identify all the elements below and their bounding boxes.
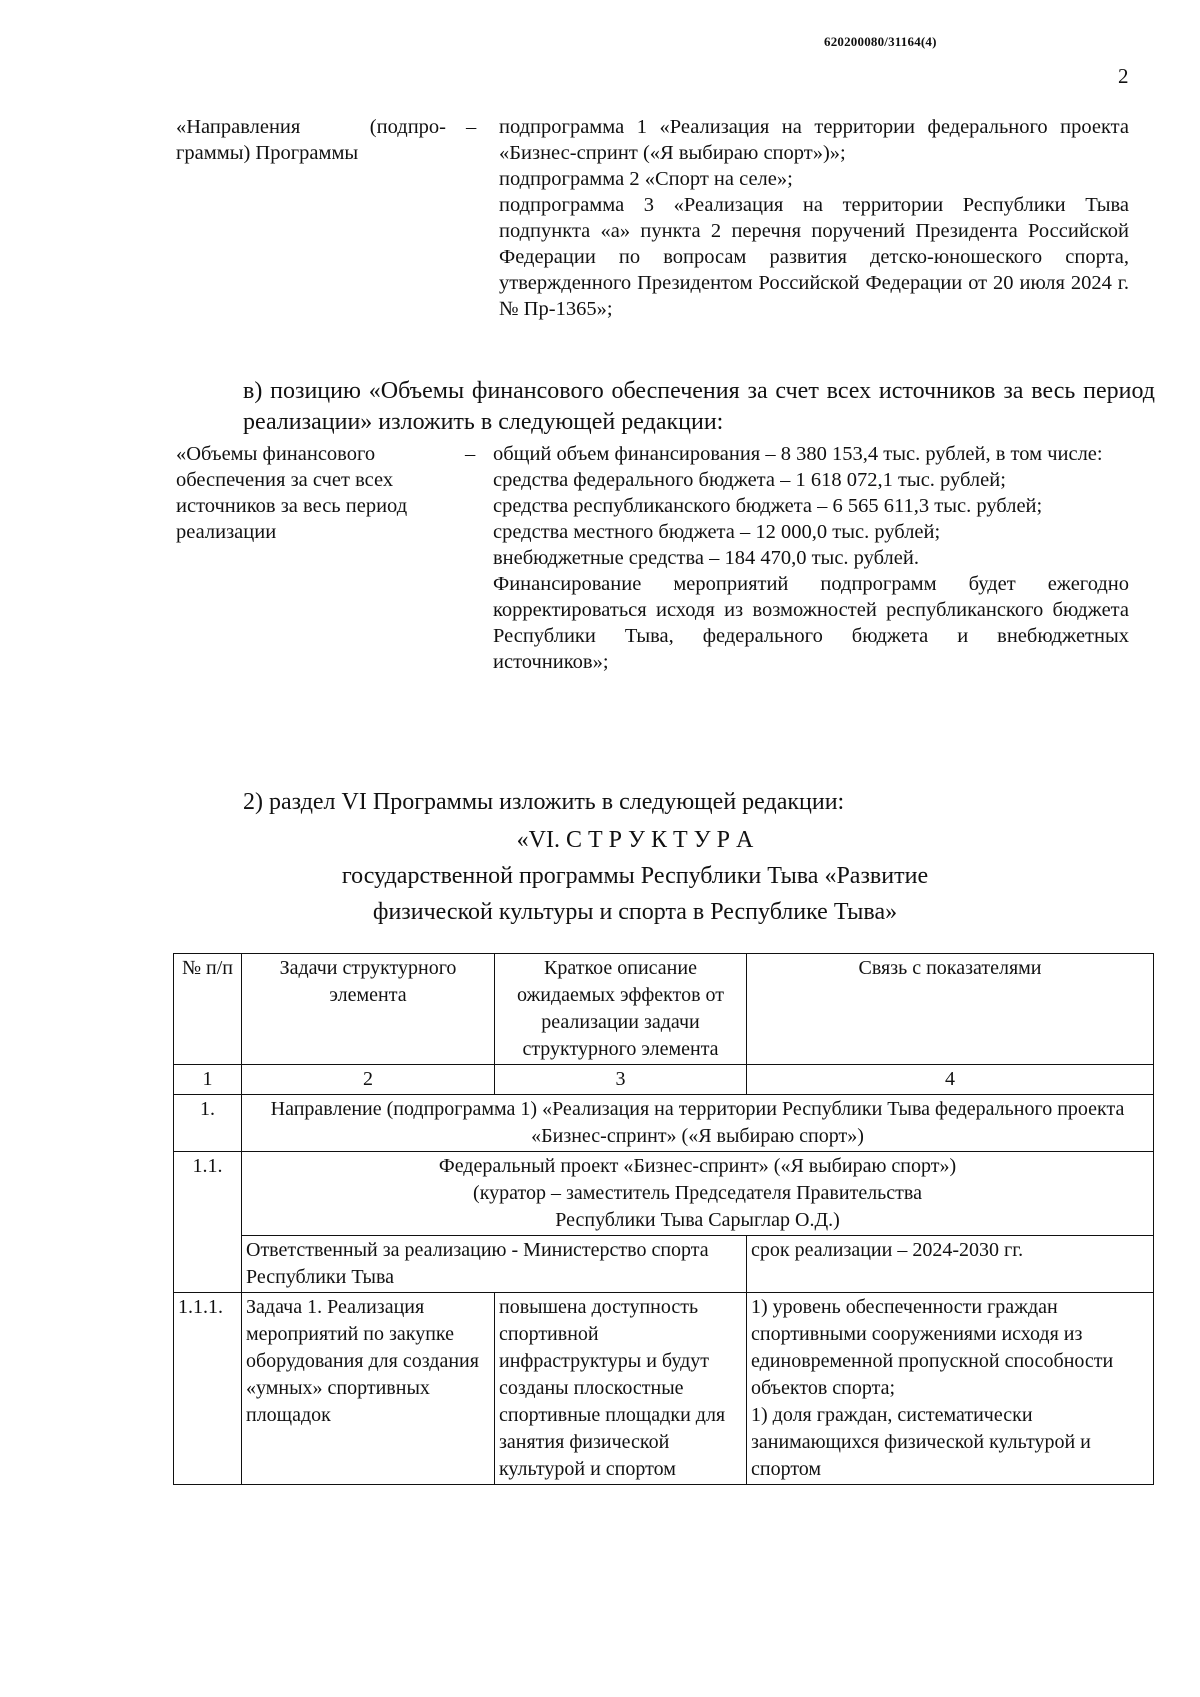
finance-item: средства местного бюджета – 12 000,0 тыс. рублей; <box>493 521 941 543</box>
finance-list <box>493 441 1129 675</box>
responsible-cell: Ответственный за реализацию - Министерство спорта Республики Тыва <box>242 1236 747 1293</box>
column-number: 2 <box>242 1065 495 1095</box>
paragraph-v-text: в) позицию «Объемы финансового обеспечения за счет всех источников за весь период реализации» изложить в следующей редакции: <box>243 378 1155 435</box>
subprogram-item: подпрограмма 1 «Реализация на территории федерального проекта «Бизнес-спринт («Я выбираю спорт»)»; <box>499 116 1129 164</box>
subprograms-label: «Направления (подпро-граммы) Программы <box>176 116 446 164</box>
finance-item: общий объем финансирования – 8 380 153,4 тыс. рублей, в том числе: <box>493 443 1103 465</box>
subprogram-item: подпрограмма 2 «Спорт на селе»; <box>499 168 793 190</box>
project-title-line: (куратор – заместитель Председателя Правительства <box>473 1182 922 1204</box>
finance-item: средства республиканского бюджета – 6 565 611,3 тыс. рублей; <box>493 495 1043 517</box>
finance-dash: – <box>465 443 476 465</box>
effect-cell: повышена доступность спортивной инфраструктуры и будут созданы плоскостные спортивные площадки для занятия физической культурой и спортом <box>495 1293 747 1485</box>
table-row <box>174 1293 1154 1485</box>
structure-table <box>173 953 1154 1485</box>
row-number: 1.1. <box>174 1152 242 1293</box>
finance-item: Финансирование мероприятий подпрограмм будет ежегодно корректироваться исходя из возможностей республиканского бюджета Республики Тыва, федерального бюджета и внебюджетных источников»; <box>493 573 1129 673</box>
finance-item: средства федерального бюджета – 1 618 072,1 тыс. рублей; <box>493 469 1006 491</box>
column-number: 3 <box>495 1065 747 1095</box>
task-cell: Задача 1. Реализация мероприятий по закупке оборудования для создания «умных» спортивных площадок <box>242 1293 495 1485</box>
table-row <box>174 1236 1154 1293</box>
table-header-row <box>174 954 1154 1065</box>
section-title-line: государственной программы Республики Тыва «Развитие <box>341 863 929 889</box>
subprograms-block <box>176 114 1129 320</box>
finance-block <box>176 441 1129 673</box>
indicator-item: 1) доля граждан, систематически занимающихся физической культурой и спортом <box>751 1404 1091 1480</box>
header-cell: Краткое описание ожидаемых эффектов от реализации задачи структурного элемента <box>495 954 747 1065</box>
finance-label: «Объемы финансового обеспечения за счет всех источников за весь период реализации <box>176 443 408 543</box>
project-title <box>242 1152 1154 1236</box>
direction-title: Направление (подпрограмма 1) «Реализация на территории Республики Тыва федерального проекта «Бизнес-спринт» («Я выбираю спорт») <box>242 1095 1154 1152</box>
column-number: 4 <box>747 1065 1154 1095</box>
page-number: 2 <box>1118 64 1129 88</box>
indicator-item: 1) уровень обеспеченности граждан спортивными сооружениями исходя из единовременной пропускной способности объектов спорта; <box>751 1296 1114 1399</box>
table-row <box>174 1095 1154 1152</box>
column-number: 1 <box>174 1065 242 1095</box>
section-title-line: «VI. С Т Р У К Т У Р А <box>516 827 754 853</box>
finance-item: внебюджетные средства – 184 470,0 тыс. рублей. <box>493 547 919 569</box>
table-number-row <box>174 1065 1154 1095</box>
header-cell: Связь с показателями <box>747 954 1154 1065</box>
paragraph-2: 2) раздел VI Программы изложить в следующей редакции: <box>243 789 845 815</box>
paragraph-v <box>175 376 1155 438</box>
header-cell: № п/п <box>174 954 242 1065</box>
row-number: 1.1.1. <box>174 1293 242 1485</box>
subprograms-list <box>499 114 1129 322</box>
section-title-line: физической культуры и спорта в Республике Тыва» <box>372 899 898 925</box>
project-title-line: Республики Тыва Сарыглар О.Д.) <box>555 1209 840 1231</box>
row-number: 1. <box>174 1095 242 1152</box>
subprogram-item: подпрограмма 3 «Реализация на территории Республики Тыва подпункта «а» пункта 2 перечня поручений Президента Российской Федерации по вопросам развития детско-юношеского спорта, утвержденного Президентом Российской Федерации от 20 июля 2024 г. № Пр-1365»; <box>499 194 1129 320</box>
header-cell: Задачи структурного элемента <box>242 954 495 1065</box>
project-title-line: Федеральный проект «Бизнес-спринт» («Я выбираю спорт») <box>438 1155 957 1177</box>
section-title <box>180 822 1090 930</box>
table-row <box>174 1152 1154 1236</box>
term-cell: срок реализации – 2024-2030 гг. <box>747 1236 1154 1293</box>
subprograms-dash: – <box>466 116 477 138</box>
indicators-cell <box>747 1293 1154 1485</box>
document-number: 620200080/31164(4) <box>824 34 937 49</box>
